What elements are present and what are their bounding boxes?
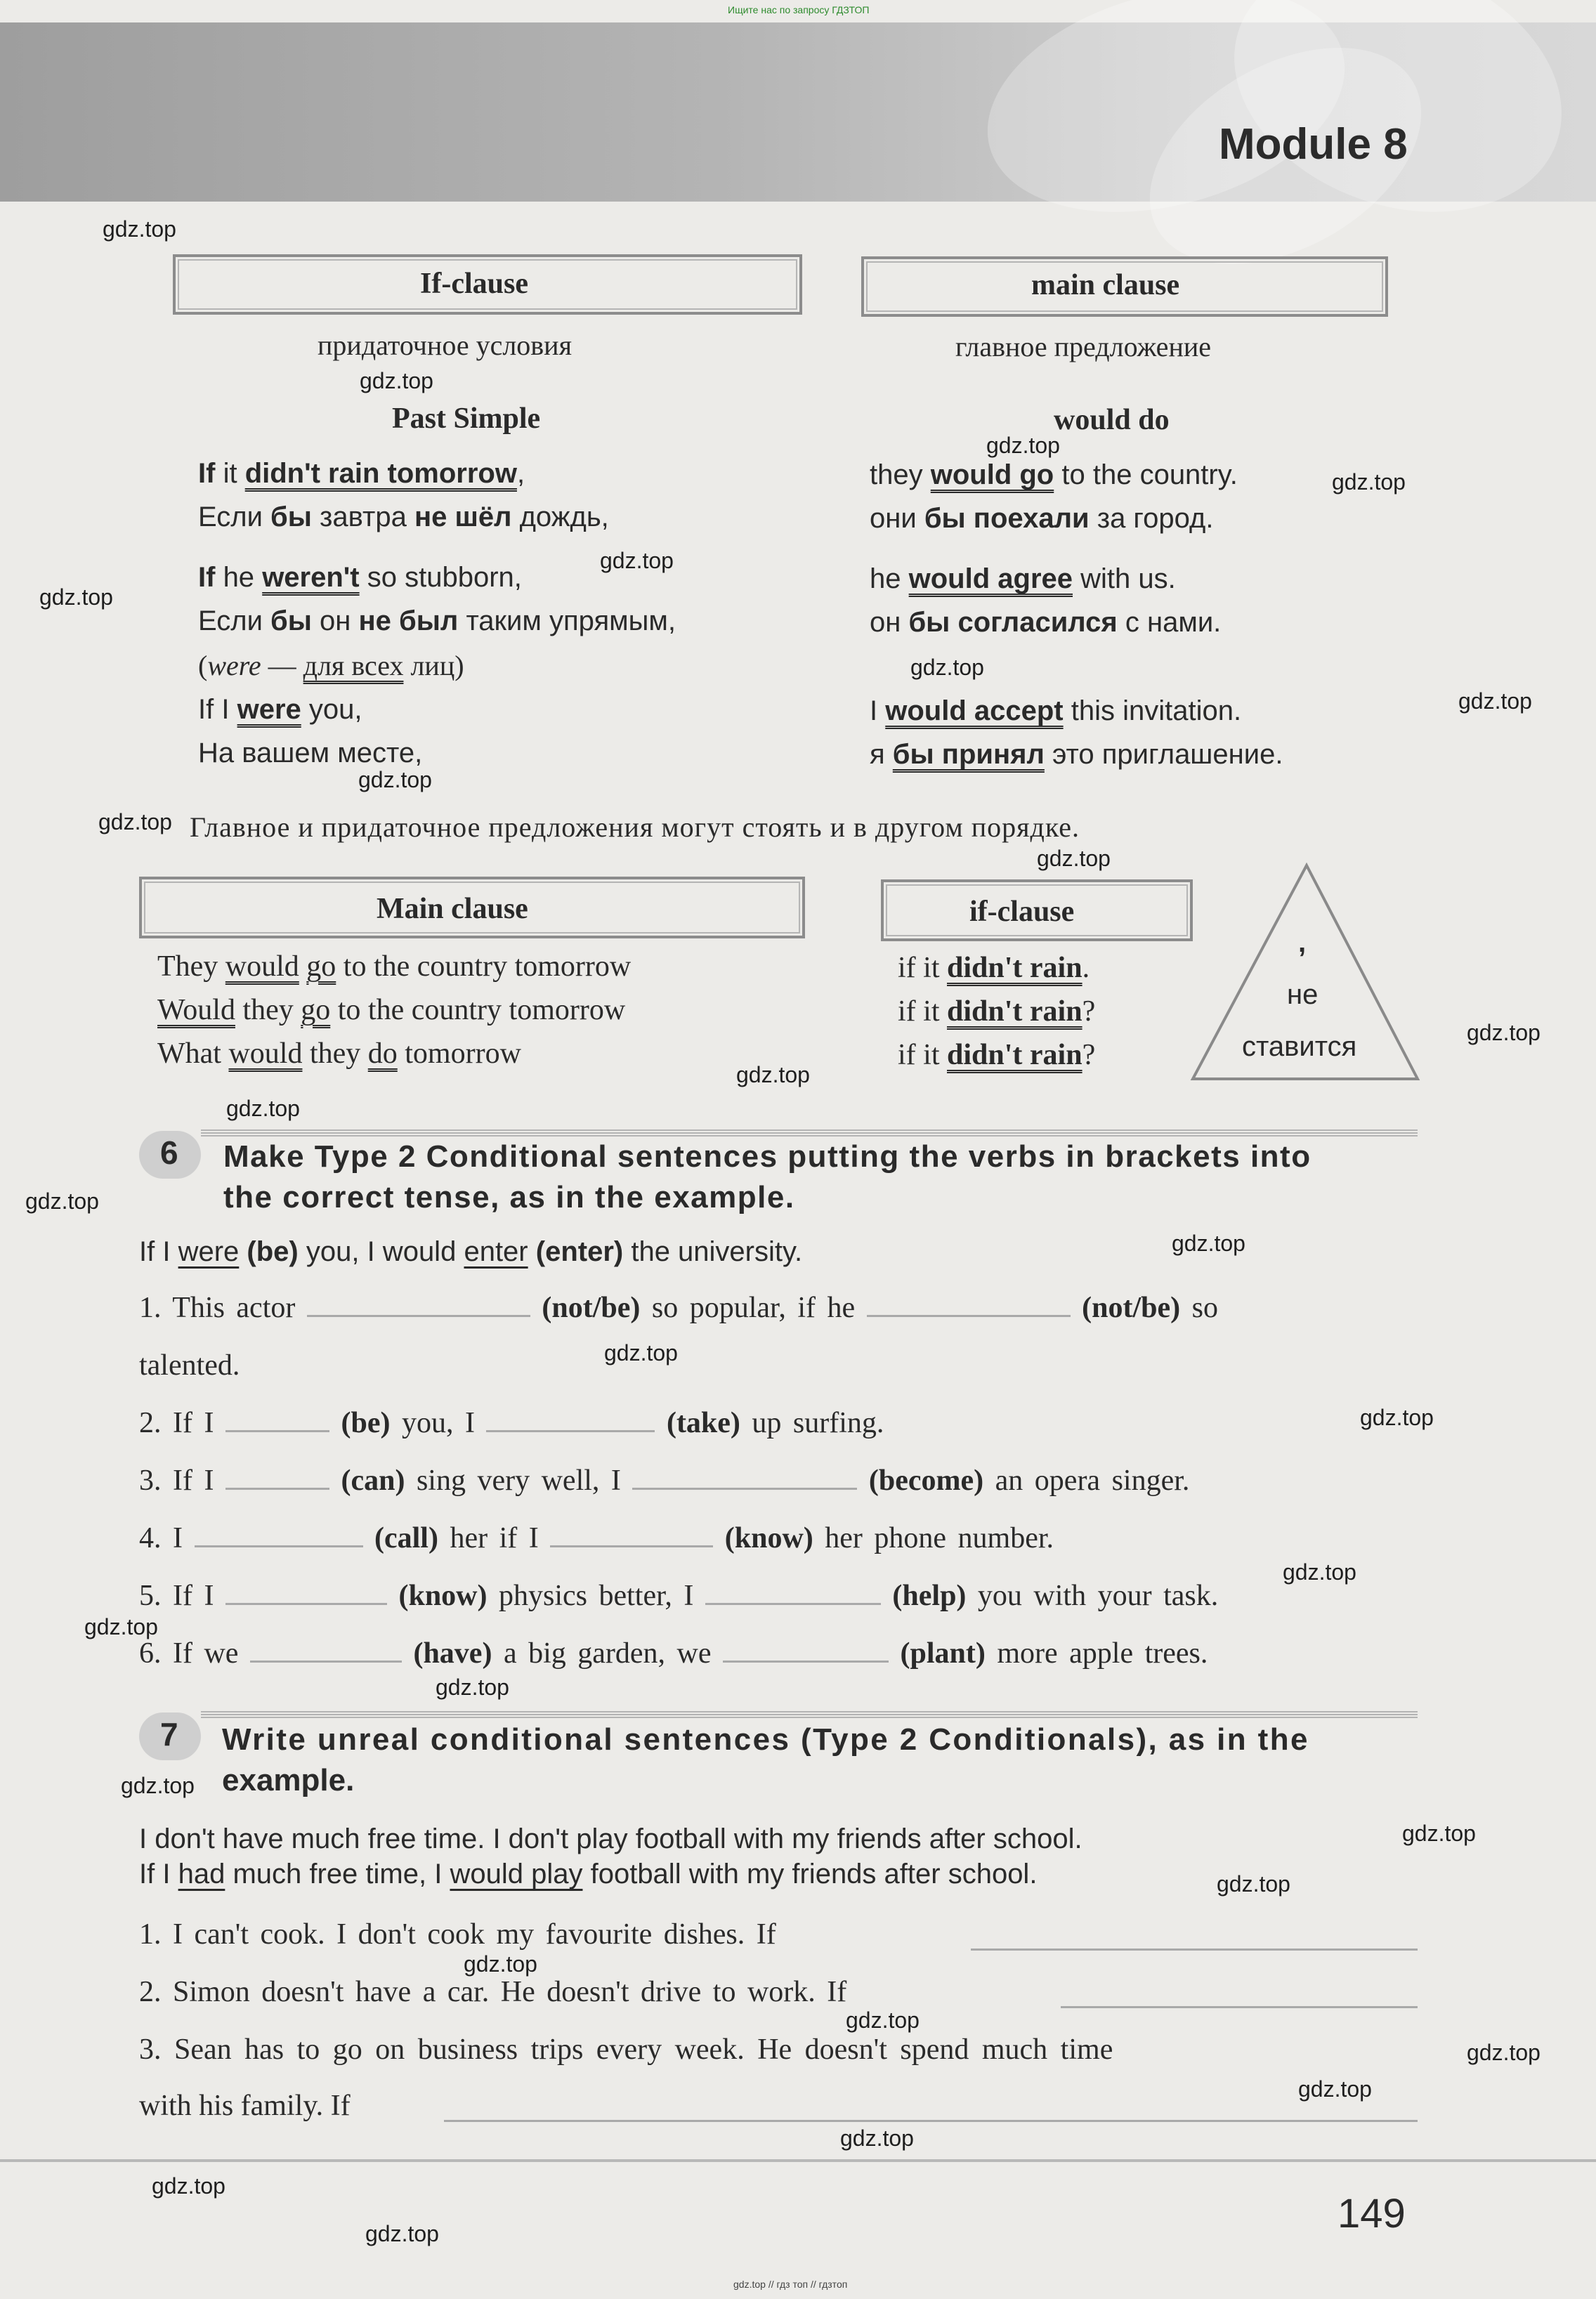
row2-were-note: (were — для всех лиц)	[198, 650, 464, 681]
ex7-rule	[201, 1711, 1418, 1718]
row3-main-ru: я бы принял это приглашение.	[870, 739, 1283, 770]
ex6-item-6: 6. If we (have) a big garden, we (plant) more apple trees.	[139, 1637, 1208, 1670]
ex7-instruction-line2: example.	[222, 1763, 355, 1797]
watermark: gdz.top	[103, 216, 176, 242]
row2-if-ru: Если бы он не был таким упрямым,	[198, 605, 676, 636]
main-clause-ru: главное предложение	[955, 331, 1212, 362]
watermark: gdz.top	[152, 2173, 225, 2199]
t2-line3: What would they do tomorrow	[157, 1037, 521, 1070]
watermark: gdz.top	[1458, 688, 1532, 714]
watermark: gdz.top	[1172, 1231, 1245, 1256]
row1-main-ru: они бы поехали за город.	[870, 503, 1214, 534]
row3-if: If I were you,	[198, 694, 362, 725]
order-note: Главное и придаточное предложения могут стоять и в другом порядке.	[190, 811, 1080, 843]
watermark: gdz.top	[464, 1951, 537, 1977]
row3-main: I would accept this invitation.	[870, 695, 1242, 726]
row1-if-ru: Если бы завтра не шёл дождь,	[198, 502, 609, 532]
main-clause-tense: would do	[1054, 404, 1170, 436]
watermark: gdz.top	[910, 655, 984, 680]
watermark: gdz.top	[840, 2126, 914, 2151]
ex6-item5-blank2[interactable]	[705, 1597, 881, 1605]
if-clause-header: If-clause	[420, 268, 528, 300]
ex6-item-2: 2. If I (be) you, I (take) up surfing.	[139, 1407, 884, 1439]
module-title: Module 8	[1219, 120, 1408, 169]
watermark: gdz.top	[986, 433, 1060, 458]
watermark: gdz.top	[604, 1340, 678, 1365]
watermark: gdz.top	[736, 1062, 810, 1087]
ex6-item1-blank2[interactable]	[867, 1309, 1071, 1317]
t2-line1: They would go to the country tomorrow	[157, 950, 632, 983]
row2-main: he would agree with us.	[870, 563, 1176, 594]
main-clause-header: main clause	[1031, 269, 1180, 301]
ex6-item-1-cont: talented.	[139, 1349, 240, 1382]
if-clause-ru: придаточное условия	[318, 329, 572, 361]
ex6-number: 6	[160, 1134, 178, 1171]
top-banner: Ищите нас по запросу ГДЗТОП	[728, 4, 870, 15]
ex6-item3-blank1[interactable]	[225, 1482, 329, 1490]
page-number: 149	[1337, 2191, 1406, 2236]
watermark: gdz.top	[365, 2221, 439, 2246]
watermark: gdz.top	[1467, 2040, 1541, 2065]
triangle-line1: не	[1287, 979, 1319, 1010]
ex7-item-1: 1. I can't cook. I don't cook my favourite dishes. If	[139, 1918, 776, 1951]
ex6-item6-blank1[interactable]	[250, 1655, 402, 1663]
row3-if-ru: На вашем месте,	[198, 738, 423, 768]
ex6-rule	[201, 1129, 1418, 1137]
watermark: gdz.top	[98, 809, 172, 834]
watermark: gdz.top	[358, 767, 432, 792]
t2-line2: Would they go to the country tomorrow	[157, 994, 626, 1026]
watermark: gdz.top	[84, 1614, 158, 1639]
watermark: gdz.top	[1298, 2076, 1372, 2102]
watermark: gdz.top	[121, 1773, 195, 1798]
ex6-item2-blank1[interactable]	[225, 1424, 329, 1432]
watermark: gdz.top	[1467, 1020, 1541, 1045]
watermark: gdz.top	[1360, 1405, 1434, 1430]
watermark: gdz.top	[360, 368, 433, 393]
t2-if1: if it didn't rain.	[898, 952, 1090, 984]
watermark: gdz.top	[226, 1096, 300, 1121]
if-clause-tense: Past Simple	[392, 402, 541, 435]
ex7-example-line1: I don't have much free time. I don't play football with my friends after school.	[139, 1823, 1082, 1854]
ex7-item3-answer-line[interactable]	[444, 2114, 1418, 2122]
ex7-number: 7	[160, 1716, 178, 1753]
ex6-item-1: 1. This actor (not/be) so popular, if he (not/be) so	[139, 1292, 1218, 1324]
ex6-item4-blank2[interactable]	[550, 1540, 713, 1547]
module-header	[0, 22, 1596, 202]
triangle-comma: ,	[1298, 927, 1307, 958]
bottom-rule	[0, 2159, 1596, 2162]
ex6-instruction-line1: Make Type 2 Conditional sentences putting the verbs in brackets into	[223, 1139, 1312, 1174]
row1-if: If it didn't rain tomorrow,	[198, 458, 525, 489]
ex7-item-2: 2. Simon doesn't have a car. He doesn't drive to work. If	[139, 1976, 847, 2008]
ex6-example: If I were (be) you, I would enter (enter) the university.	[139, 1236, 803, 1267]
ex7-example-line2: If I had much free time, I would play football with my friends after school.	[139, 1859, 1038, 1889]
watermark: gdz.top	[436, 1675, 509, 1700]
t2-if3: if it didn't rain?	[898, 1039, 1096, 1071]
watermark: gdz.top	[1332, 469, 1406, 494]
watermark: gdz.top	[600, 548, 674, 573]
ex6-instruction-line2: the correct tense, as in the example.	[223, 1180, 795, 1214]
ex6-item6-blank2[interactable]	[723, 1655, 889, 1663]
watermark: gdz.top	[1283, 1559, 1356, 1585]
row1-main: they would go to the country.	[870, 459, 1238, 490]
ex6-item2-blank2[interactable]	[486, 1424, 655, 1432]
ex7-item2-answer-line[interactable]	[1061, 2000, 1418, 2008]
ex7-item1-answer-line[interactable]	[971, 1943, 1418, 1951]
watermark: gdz.top	[846, 2007, 920, 2033]
ex7-item-3-cont: with his family. If	[139, 2090, 351, 2122]
ex7-instruction-line1: Write unreal conditional sentences (Type 2 Conditionals), as in the	[222, 1722, 1309, 1757]
watermark: gdz.top	[1402, 1821, 1476, 1846]
ex6-item1-blank1[interactable]	[307, 1309, 530, 1317]
row2-if: If he weren't so stubborn,	[198, 562, 522, 593]
ex6-item3-blank2[interactable]	[632, 1482, 857, 1490]
ex6-item4-blank1[interactable]	[195, 1540, 363, 1547]
footer-text: gdz.top // гдз топ // гдзтоп	[733, 2279, 848, 2290]
watermark: gdz.top	[25, 1188, 99, 1214]
if-clause-label: if-clause	[969, 896, 1075, 928]
triangle-line2: ставится	[1242, 1031, 1357, 1062]
ex6-item-4: 4. I (call) her if I (know) her phone number.	[139, 1522, 1054, 1554]
watermark: gdz.top	[1037, 846, 1111, 871]
ex6-item-3: 3. If I (can) sing very well, I (become) an opera singer.	[139, 1465, 1190, 1497]
t2-if2: if it didn't rain?	[898, 995, 1096, 1028]
ex6-item5-blank1[interactable]	[225, 1597, 387, 1605]
watermark: gdz.top	[39, 584, 113, 610]
row2-main-ru: он бы согласился с нами.	[870, 607, 1222, 638]
ex6-item-5: 5. If I (know) physics better, I (help) you with your task.	[139, 1580, 1219, 1612]
ex7-item-3: 3. Sean has to go on business trips every week. He doesn't spend much time	[139, 2033, 1113, 2066]
main-clause-label: Main clause	[377, 893, 528, 925]
watermark: gdz.top	[1217, 1871, 1290, 1897]
